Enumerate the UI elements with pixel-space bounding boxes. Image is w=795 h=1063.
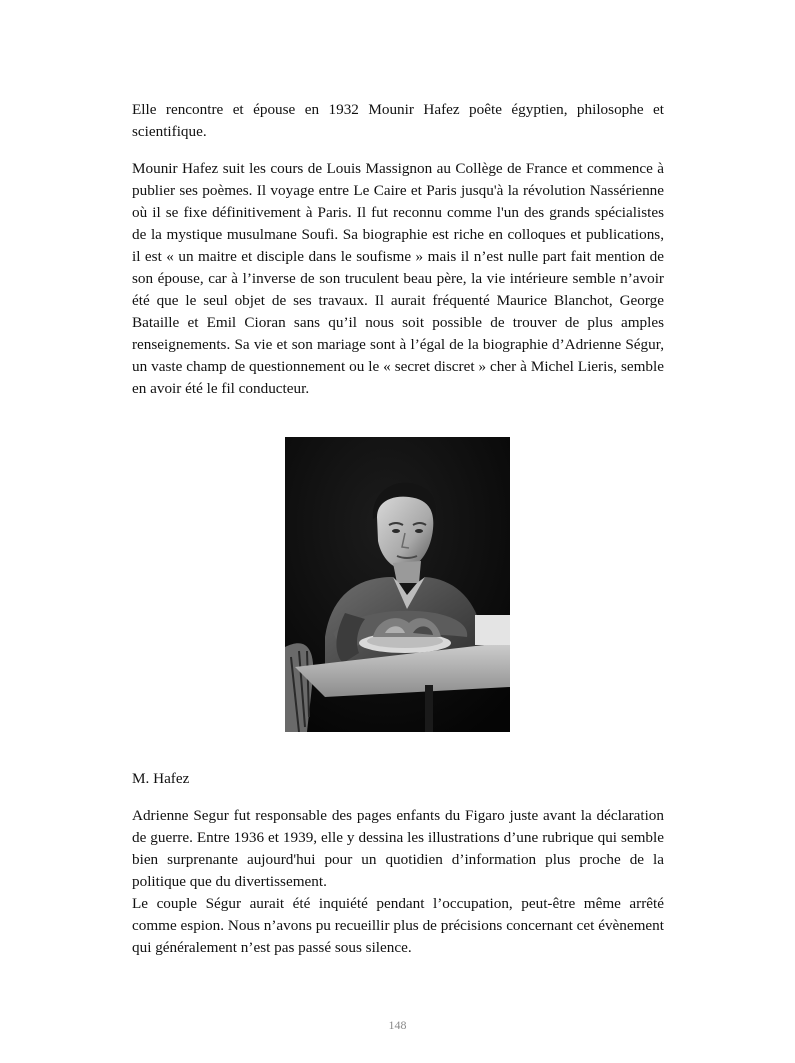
paragraph-2 bbox=[132, 158, 664, 400]
paragraph-3b-text: Le couple Ségur aurait été inquiété pendant l’occupation, peut-être même arrêté comme espion. Nous n’avons pu recueillir plus de précisions concernant cet évènement qui généralement n’est pas passé sous silence. bbox=[132, 895, 664, 956]
photo-caption-text: M. Hafez bbox=[132, 770, 190, 787]
paragraph-2-text: Mounir Hafez suit les cours de Louis Massignon au Collège de France et commence à publier ses poèmes. Il voyage entre Le Caire et Paris jusqu'à la révolution Nassérienne où il se fixe définitivement à Paris. Il fut reconnu comme l'un des grands spécialistes de la mystique musulmane Soufi. Sa biographie est riche en colloques et publications, il est « un maitre et disciple dans le soufisme » mais il n’est nulle part fait mention de son épouse, car à l’inverse de son truculent beau père, la vie intérieure semble n’avoir été que le seul objet de ses travaux. Il aurait fréquenté Maurice Blanchot, George Bataille et Emil Cioran sans qu’il nous soit possible de trouver de plus amples renseignements. Sa vie et son mariage sont à l’égal de la biographie d’Adrienne Ségur, un vaste champ de questionnement ou le « secret discret » cher à Michel Lieris, semble en avoir été le fil conducteur. bbox=[132, 160, 664, 397]
photo-caption bbox=[132, 768, 664, 790]
portrait-photo-drawing bbox=[285, 437, 510, 732]
paragraph-3 bbox=[132, 805, 664, 959]
paragraph-1-text: Elle rencontre et épouse en 1932 Mounir Hafez poête égyptien, philosophe et scientifique. bbox=[132, 101, 664, 140]
paragraph-1 bbox=[132, 99, 664, 143]
page-number: 148 bbox=[388, 1018, 407, 1032]
paragraph-3a-text: Adrienne Segur fut responsable des pages enfants du Figaro juste avant la déclaration de guerre. Entre 1936 et 1939, elle y dessina les illustrations d’une rubrique qui semble bien surprenante aujourd'hui pour un quotidien d’information plus proche de la politique que du divertissement. bbox=[132, 807, 664, 890]
portrait-photo bbox=[285, 437, 510, 732]
